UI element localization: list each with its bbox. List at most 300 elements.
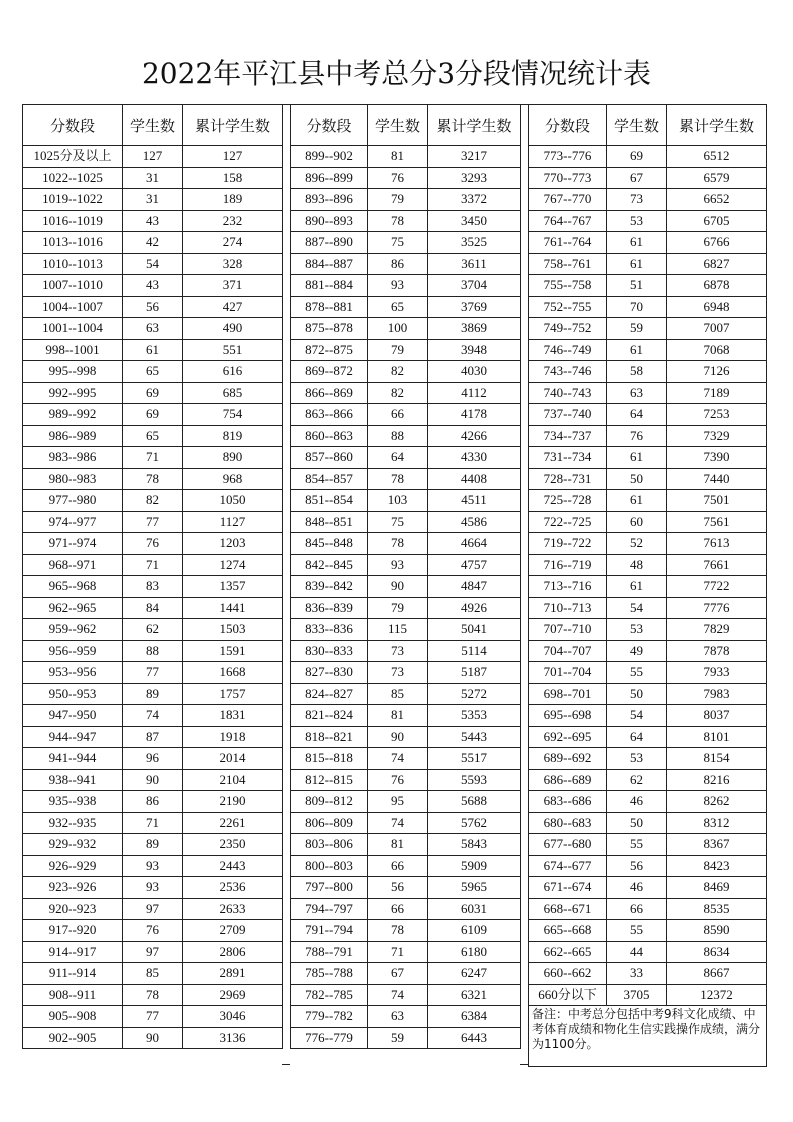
- student-count-cell: 86: [368, 253, 428, 275]
- header-student-count: 学生数: [123, 105, 183, 146]
- table-row: [291, 984, 521, 1006]
- student-count-cell: 52: [607, 533, 667, 555]
- table-row: [291, 425, 521, 447]
- score-range-cell: 887--890: [291, 232, 368, 254]
- table-row: [23, 1006, 283, 1028]
- table-row: [291, 253, 521, 275]
- score-range-cell: 1025分及以上: [23, 146, 123, 168]
- score-range-cell: 911--914: [23, 963, 123, 985]
- cumulative-count-cell: 6827: [667, 253, 767, 275]
- student-count-cell: 56: [123, 296, 183, 318]
- cumulative-count-cell: 1203: [183, 533, 283, 555]
- student-count-cell: 73: [368, 640, 428, 662]
- student-count-cell: 49: [607, 640, 667, 662]
- cumulative-count-cell: 5443: [428, 726, 521, 748]
- cumulative-count-cell: 232: [183, 210, 283, 232]
- cumulative-count-cell: 6180: [428, 941, 521, 963]
- score-range-cell: 776--779: [291, 1027, 368, 1049]
- score-range-cell: 725--728: [529, 490, 607, 512]
- score-range-cell: 914--917: [23, 941, 123, 963]
- cumulative-count-cell: 4586: [428, 511, 521, 533]
- score-range-cell: 947--950: [23, 705, 123, 727]
- student-count-cell: 69: [123, 382, 183, 404]
- score-range-cell: 953--956: [23, 662, 123, 684]
- student-count-cell: 74: [123, 705, 183, 727]
- student-count-cell: 127: [123, 146, 183, 168]
- cumulative-count-cell: 4847: [428, 576, 521, 598]
- table-row: [291, 834, 521, 856]
- table-row: [23, 232, 283, 254]
- cumulative-count-cell: 8535: [667, 898, 767, 920]
- table-row: [291, 726, 521, 748]
- table-row: [23, 404, 283, 426]
- student-count-cell: 90: [123, 1027, 183, 1049]
- score-range-cell: 884--887: [291, 253, 368, 275]
- cumulative-count-cell: 7126: [667, 361, 767, 383]
- score-range-cell: 821--824: [291, 705, 368, 727]
- table-row: [23, 339, 283, 361]
- cumulative-count-cell: 7253: [667, 404, 767, 426]
- score-range-cell: 935--938: [23, 791, 123, 813]
- score-range-cell: 848--851: [291, 511, 368, 533]
- table-row: [23, 447, 283, 469]
- table-row: [291, 1006, 521, 1028]
- score-range-cell: 980--983: [23, 468, 123, 490]
- cumulative-count-cell: 189: [183, 189, 283, 211]
- table-row: [23, 425, 283, 447]
- cumulative-count-cell: 3293: [428, 167, 521, 189]
- score-range-cell: 1022--1025: [23, 167, 123, 189]
- note-text: 备注：中考总分包括中考9科文化成绩、中考体育成绩和物化生信实践操作成绩，满分为1100分。: [529, 1006, 767, 1067]
- cumulative-count-cell: 2350: [183, 834, 283, 856]
- table-row: [23, 189, 283, 211]
- cumulative-count-cell: 2709: [183, 920, 283, 942]
- score-range-cell: 929--932: [23, 834, 123, 856]
- table-row: [23, 361, 283, 383]
- score-range-cell: 1007--1010: [23, 275, 123, 297]
- student-count-cell: 53: [607, 619, 667, 641]
- student-count-cell: 93: [123, 855, 183, 877]
- student-count-cell: 74: [368, 812, 428, 834]
- score-range-cell: 698--701: [529, 683, 607, 705]
- student-count-cell: 65: [123, 425, 183, 447]
- table-row: [291, 318, 521, 340]
- student-count-cell: 51: [607, 275, 667, 297]
- score-range-cell: 752--755: [529, 296, 607, 318]
- cumulative-count-cell: 2806: [183, 941, 283, 963]
- student-count-cell: 83: [123, 576, 183, 598]
- table-row: [529, 705, 767, 727]
- score-range-cell: 944--947: [23, 726, 123, 748]
- score-range-cell: 689--692: [529, 748, 607, 770]
- table-row: [23, 490, 283, 512]
- score-range-cell: 950--953: [23, 683, 123, 705]
- student-count-cell: 77: [123, 662, 183, 684]
- score-range-cell: 872--875: [291, 339, 368, 361]
- table-row: [291, 146, 521, 168]
- cumulative-count-cell: 4266: [428, 425, 521, 447]
- score-range-cell: 926--929: [23, 855, 123, 877]
- cumulative-count-cell: 2190: [183, 791, 283, 813]
- score-range-cell: 968--971: [23, 554, 123, 576]
- student-count-cell: 97: [123, 941, 183, 963]
- score-range-cell: 941--944: [23, 748, 123, 770]
- table-row: [23, 705, 283, 727]
- score-range-cell: 851--854: [291, 490, 368, 512]
- student-count-cell: 62: [607, 769, 667, 791]
- cumulative-count-cell: 685: [183, 382, 283, 404]
- table-row: [23, 253, 283, 275]
- score-range-cell: 803--806: [291, 834, 368, 856]
- score-range-cell: 704--707: [529, 640, 607, 662]
- score-range-cell: 797--800: [291, 877, 368, 899]
- student-count-cell: 50: [607, 812, 667, 834]
- table-row: [291, 963, 521, 985]
- score-range-cell: 809--812: [291, 791, 368, 813]
- student-count-cell: 3705: [607, 984, 667, 1006]
- table-row: [291, 404, 521, 426]
- table-row: [529, 877, 767, 899]
- cumulative-count-cell: 7390: [667, 447, 767, 469]
- table-row: [291, 1027, 521, 1049]
- table-row: [291, 210, 521, 232]
- table-row: [23, 576, 283, 598]
- score-range-cell: 893--896: [291, 189, 368, 211]
- header-cumulative-count: 累计学生数: [428, 105, 521, 146]
- note-row: [529, 1006, 767, 1067]
- table-row: [529, 576, 767, 598]
- score-range-cell: 716--719: [529, 554, 607, 576]
- cumulative-count-cell: 8216: [667, 769, 767, 791]
- table-row: [291, 597, 521, 619]
- table-row: [529, 554, 767, 576]
- table-row: [291, 511, 521, 533]
- cumulative-count-cell: 616: [183, 361, 283, 383]
- table-row: [291, 361, 521, 383]
- score-range-cell: 740--743: [529, 382, 607, 404]
- table-row: [23, 619, 283, 641]
- score-table-group-1: [22, 104, 283, 1049]
- table-row: [529, 984, 767, 1006]
- student-count-cell: 64: [368, 447, 428, 469]
- cumulative-count-cell: 819: [183, 425, 283, 447]
- student-count-cell: 85: [123, 963, 183, 985]
- cumulative-count-cell: 5517: [428, 748, 521, 770]
- score-range-cell: 686--689: [529, 769, 607, 791]
- cumulative-count-cell: 3136: [183, 1027, 283, 1049]
- score-range-cell: 977--980: [23, 490, 123, 512]
- student-count-cell: 79: [368, 189, 428, 211]
- student-count-cell: 70: [607, 296, 667, 318]
- score-range-cell: 779--782: [291, 1006, 368, 1028]
- cumulative-count-cell: 1503: [183, 619, 283, 641]
- cumulative-count-cell: 6384: [428, 1006, 521, 1028]
- table-row: [529, 404, 767, 426]
- cumulative-count-cell: 3525: [428, 232, 521, 254]
- cumulative-count-cell: 6443: [428, 1027, 521, 1049]
- score-range-cell: 989--992: [23, 404, 123, 426]
- score-range-cell: 899--902: [291, 146, 368, 168]
- cumulative-count-cell: 8101: [667, 726, 767, 748]
- score-range-cell: 719--722: [529, 533, 607, 555]
- student-count-cell: 75: [368, 511, 428, 533]
- cumulative-count-cell: 5114: [428, 640, 521, 662]
- table-row: [529, 683, 767, 705]
- score-range-cell: 860--863: [291, 425, 368, 447]
- cumulative-count-cell: 7722: [667, 576, 767, 598]
- table-row: [23, 533, 283, 555]
- cumulative-count-cell: 12372: [667, 984, 767, 1006]
- score-range-cell: 695--698: [529, 705, 607, 727]
- cumulative-count-cell: 7776: [667, 597, 767, 619]
- score-range-cell: 1013--1016: [23, 232, 123, 254]
- student-count-cell: 33: [607, 963, 667, 985]
- header-student-count: 学生数: [368, 105, 428, 146]
- student-count-cell: 76: [123, 533, 183, 555]
- score-range-cell: 785--788: [291, 963, 368, 985]
- score-table-group-2: [290, 104, 521, 1049]
- score-range-cell: 1016--1019: [23, 210, 123, 232]
- student-count-cell: 103: [368, 490, 428, 512]
- student-count-cell: 58: [607, 361, 667, 383]
- cumulative-count-cell: 8667: [667, 963, 767, 985]
- student-count-cell: 61: [607, 490, 667, 512]
- score-range-cell: 866--869: [291, 382, 368, 404]
- student-count-cell: 89: [123, 834, 183, 856]
- table-row: [291, 877, 521, 899]
- student-count-cell: 46: [607, 877, 667, 899]
- table-row: [23, 167, 283, 189]
- score-range-cell: 938--941: [23, 769, 123, 791]
- student-count-cell: 78: [123, 468, 183, 490]
- score-range-cell: 932--935: [23, 812, 123, 834]
- cumulative-count-cell: 7440: [667, 468, 767, 490]
- table-row: [291, 640, 521, 662]
- student-count-cell: 76: [607, 425, 667, 447]
- header-score-range: 分数段: [23, 105, 123, 146]
- cumulative-count-cell: 4030: [428, 361, 521, 383]
- student-count-cell: 66: [607, 898, 667, 920]
- student-count-cell: 63: [368, 1006, 428, 1028]
- score-table-group-3: [528, 104, 767, 1067]
- table-row: [23, 275, 283, 297]
- student-count-cell: 77: [123, 511, 183, 533]
- score-range-cell: 902--905: [23, 1027, 123, 1049]
- student-count-cell: 64: [607, 726, 667, 748]
- student-count-cell: 71: [123, 554, 183, 576]
- score-range-cell: 881--884: [291, 275, 368, 297]
- table-row: [291, 167, 521, 189]
- table-row: [529, 296, 767, 318]
- score-range-cell: 986--989: [23, 425, 123, 447]
- table-row: [529, 834, 767, 856]
- student-count-cell: 65: [123, 361, 183, 383]
- cumulative-count-cell: 2443: [183, 855, 283, 877]
- student-count-cell: 62: [123, 619, 183, 641]
- score-range-cell: 839--842: [291, 576, 368, 598]
- cumulative-count-cell: 5593: [428, 769, 521, 791]
- score-range-cell: 734--737: [529, 425, 607, 447]
- score-range-cell: 701--704: [529, 662, 607, 684]
- cumulative-count-cell: 754: [183, 404, 283, 426]
- student-count-cell: 63: [123, 318, 183, 340]
- cumulative-count-cell: 6109: [428, 920, 521, 942]
- cumulative-count-cell: 2261: [183, 812, 283, 834]
- table-row: [529, 533, 767, 555]
- score-range-cell: 995--998: [23, 361, 123, 383]
- cumulative-count-cell: 4112: [428, 382, 521, 404]
- score-range-cell: 917--920: [23, 920, 123, 942]
- student-count-cell: 90: [123, 769, 183, 791]
- header-row: [291, 105, 521, 146]
- table-row: [23, 963, 283, 985]
- table-row: [291, 705, 521, 727]
- cumulative-count-cell: 6878: [667, 275, 767, 297]
- student-count-cell: 71: [368, 941, 428, 963]
- score-range-cell: 962--965: [23, 597, 123, 619]
- table-row: [291, 855, 521, 877]
- score-range-cell: 869--872: [291, 361, 368, 383]
- student-count-cell: 69: [123, 404, 183, 426]
- score-range-cell: 749--752: [529, 318, 607, 340]
- table-row: [529, 812, 767, 834]
- student-count-cell: 73: [607, 189, 667, 211]
- cumulative-count-cell: 6512: [667, 146, 767, 168]
- score-range-cell: 1019--1022: [23, 189, 123, 211]
- table-row: [23, 146, 283, 168]
- student-count-cell: 74: [368, 748, 428, 770]
- score-range-cell: 956--959: [23, 640, 123, 662]
- cumulative-count-cell: 3372: [428, 189, 521, 211]
- cumulative-count-cell: 2891: [183, 963, 283, 985]
- score-range-cell: 830--833: [291, 640, 368, 662]
- cumulative-count-cell: 1831: [183, 705, 283, 727]
- student-count-cell: 61: [607, 339, 667, 361]
- student-count-cell: 93: [368, 554, 428, 576]
- student-count-cell: 88: [368, 425, 428, 447]
- student-count-cell: 44: [607, 941, 667, 963]
- cumulative-count-cell: 1127: [183, 511, 283, 533]
- student-count-cell: 82: [368, 361, 428, 383]
- score-range-cell: 920--923: [23, 898, 123, 920]
- table-row: [291, 812, 521, 834]
- student-count-cell: 93: [368, 275, 428, 297]
- cumulative-count-cell: 7613: [667, 533, 767, 555]
- table-row: [291, 662, 521, 684]
- student-count-cell: 85: [368, 683, 428, 705]
- score-range-cell: 827--830: [291, 662, 368, 684]
- table-row: [529, 941, 767, 963]
- score-range-cell: 665--668: [529, 920, 607, 942]
- table-row: [529, 898, 767, 920]
- student-count-cell: 54: [123, 253, 183, 275]
- student-count-cell: 67: [368, 963, 428, 985]
- cumulative-count-cell: 3869: [428, 318, 521, 340]
- table-row: [291, 619, 521, 641]
- table-row: [23, 597, 283, 619]
- score-range-cell: 662--665: [529, 941, 607, 963]
- student-count-cell: 71: [123, 812, 183, 834]
- table-row: [23, 1027, 283, 1049]
- table-row: [291, 898, 521, 920]
- score-range-cell: 800--803: [291, 855, 368, 877]
- cumulative-count-cell: 7829: [667, 619, 767, 641]
- cumulative-count-cell: 8590: [667, 920, 767, 942]
- score-range-cell: 812--815: [291, 769, 368, 791]
- score-range-cell: 755--758: [529, 275, 607, 297]
- table-row: [529, 167, 767, 189]
- cumulative-count-cell: 1591: [183, 640, 283, 662]
- cumulative-count-cell: 6031: [428, 898, 521, 920]
- table-row: [529, 382, 767, 404]
- student-count-cell: 81: [368, 834, 428, 856]
- student-count-cell: 56: [607, 855, 667, 877]
- table-row: [23, 855, 283, 877]
- cumulative-count-cell: 1757: [183, 683, 283, 705]
- score-range-cell: 677--680: [529, 834, 607, 856]
- table-row: [529, 146, 767, 168]
- cumulative-count-cell: 6579: [667, 167, 767, 189]
- table-row: [23, 920, 283, 942]
- cumulative-count-cell: 5041: [428, 619, 521, 641]
- cumulative-count-cell: 4757: [428, 554, 521, 576]
- student-count-cell: 96: [123, 748, 183, 770]
- cumulative-count-cell: 427: [183, 296, 283, 318]
- group-separator: [282, 104, 290, 1065]
- score-range-cell: 794--797: [291, 898, 368, 920]
- table-row: [23, 726, 283, 748]
- score-range-cell: 674--677: [529, 855, 607, 877]
- table-row: [23, 511, 283, 533]
- table-row: [23, 898, 283, 920]
- student-count-cell: 63: [607, 382, 667, 404]
- cumulative-count-cell: 7329: [667, 425, 767, 447]
- student-count-cell: 61: [607, 576, 667, 598]
- cumulative-count-cell: 5762: [428, 812, 521, 834]
- score-range-cell: 788--791: [291, 941, 368, 963]
- table-row: [529, 855, 767, 877]
- cumulative-count-cell: 5843: [428, 834, 521, 856]
- score-range-cell: 836--839: [291, 597, 368, 619]
- table-row: [291, 533, 521, 555]
- cumulative-count-cell: 2536: [183, 877, 283, 899]
- score-range-cell: 974--977: [23, 511, 123, 533]
- student-count-cell: 59: [607, 318, 667, 340]
- student-count-cell: 60: [607, 511, 667, 533]
- student-count-cell: 88: [123, 640, 183, 662]
- score-range-cell: 668--671: [529, 898, 607, 920]
- table-row: [291, 275, 521, 297]
- table-row: [529, 791, 767, 813]
- table-row: [291, 941, 521, 963]
- table-row: [23, 210, 283, 232]
- student-count-cell: 93: [123, 877, 183, 899]
- cumulative-count-cell: 5272: [428, 683, 521, 705]
- table-row: [23, 640, 283, 662]
- student-count-cell: 71: [123, 447, 183, 469]
- student-count-cell: 86: [123, 791, 183, 813]
- table-row: [23, 662, 283, 684]
- student-count-cell: 48: [607, 554, 667, 576]
- score-range-cell: 767--770: [529, 189, 607, 211]
- cumulative-count-cell: 8154: [667, 748, 767, 770]
- score-range-cell: 818--821: [291, 726, 368, 748]
- table-row: [23, 834, 283, 856]
- table-row: [23, 382, 283, 404]
- cumulative-count-cell: 551: [183, 339, 283, 361]
- student-count-cell: 76: [368, 167, 428, 189]
- cumulative-count-cell: 4330: [428, 447, 521, 469]
